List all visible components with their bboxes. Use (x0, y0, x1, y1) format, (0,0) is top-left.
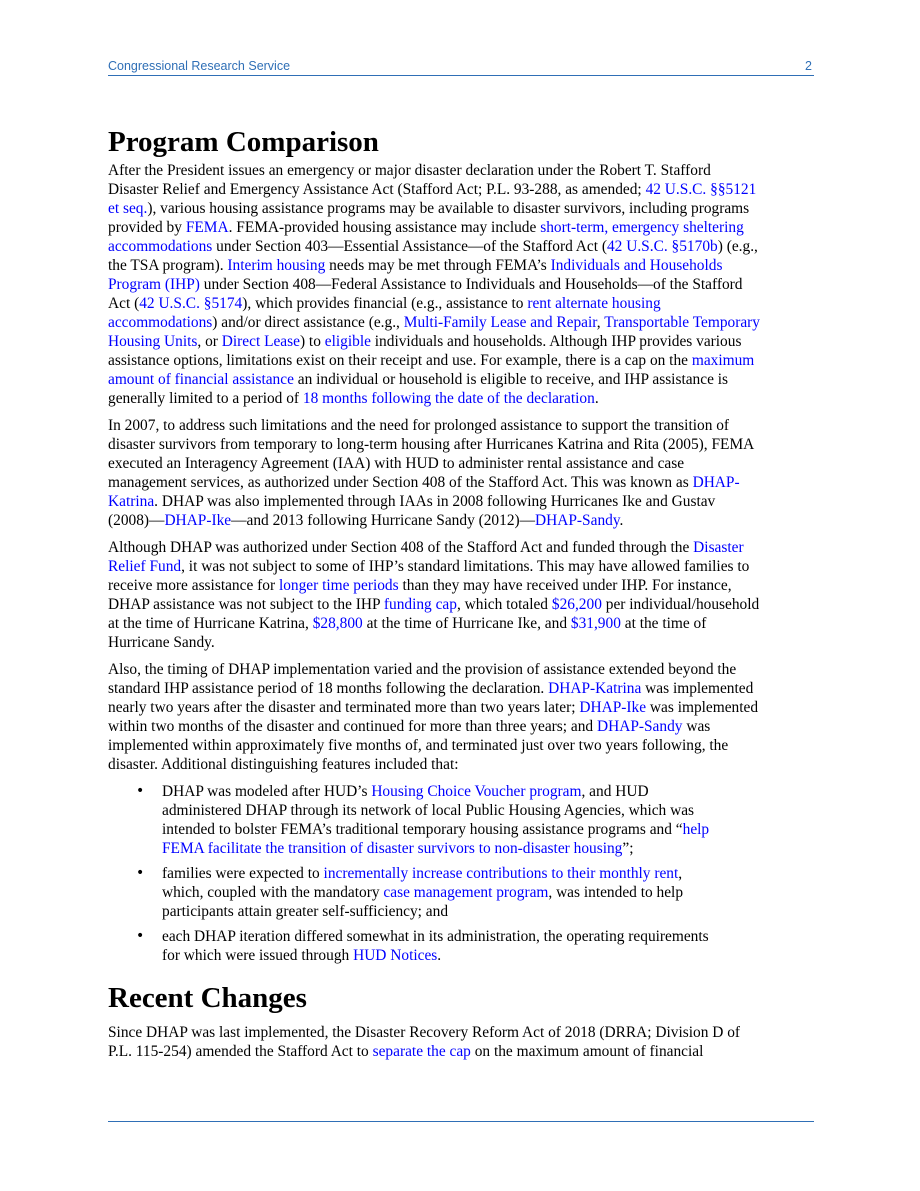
paragraph-5: Since DHAP was last implemented, the Disaster Recovery Reform Act of 2018 (DRRA; Division D of P.L. 115-254) amended the Stafford Act to separate the cap on the maximum amount of financial (108, 1024, 741, 1060)
list-item: • each DHAP iteration differed somewhat in its administration, the operating requirements for which were issued through HUD Notices. (136, 927, 818, 965)
link-dhap-sandy[interactable]: DHAP-Sandy (535, 512, 620, 529)
link-disaster-relief-fund[interactable]: Disaster Relief Fund (108, 539, 744, 575)
paragraph-3: Although DHAP was authorized under Section 408 of the Stafford Act and funded through the Disaster Relief Fund, it was not subject to some of IHP’s standard limitations. This may have allowed families to receive more assistance for longer time periods than they may have received under IHP. For instance, DHAP assistance was not subject to the IHP funding cap, which totaled $26,200 per individual/household at the time of Hurricane Katrina, $28,800 at the time of Hurricane Ike, and $31,900 at the time of Hurricane Sandy. (108, 539, 760, 651)
link-separate-the-cap[interactable]: separate the cap (372, 1043, 471, 1060)
link-dhap-ike[interactable]: DHAP-Ike (164, 512, 232, 529)
link-longer-time-periods[interactable]: longer time periods (278, 577, 399, 594)
link-case-management[interactable]: case management program (383, 884, 549, 901)
paragraph-4: Also, the timing of DHAP implementation varied and the provision of assistance extended beyond the standard IHP assistance period of 18 months following the declaration. DHAP-Katrina was implemented nearly two years after the disaster and terminated more than two years later; DHAP-Ike was implemented within two months of the disaster and continued for more than three years; and DHAP-Sandy was implemented within approximately five months of, and terminated just over two years following, the disaster. Additional distinguishing features included that: (108, 661, 759, 773)
link-42usc-5170b[interactable]: 42 U.S.C. §5170b (606, 238, 718, 255)
list-item: • families were expected to incrementally increase contributions to their monthly rent, which, coupled with the mandatory case management program, was intended to help participants attain greater self-sufficiency; and (136, 864, 818, 921)
link-help-fema-transition[interactable]: help FEMA facilitate the transition of disaster survivors to non-disaster housing (162, 821, 710, 857)
link-fema[interactable]: FEMA (185, 219, 229, 236)
link-ihp[interactable]: Individuals and Households Program (IHP) (108, 257, 723, 293)
paragraph-1: After the President issues an emergency or major disaster declaration under the Robert T. Stafford Disaster Relief and Emergency Assistance Act (Stafford Act; P.L. 93-288, as amended; 42 U.S.C. §§5121 et seq.), various housing assistance programs may be available to disaster survivors, including programs provided by FEMA. FEMA-provided housing assistance may include short-term, emergency sheltering accommodations under Section 403—Essential Assistance—of the Stafford Act (42 U.S.C. §5170b) (e.g., the TSA program). Interim housing needs may be met through FEMA’s Individuals and Households Program (IHP) under Section 408—Federal Assistance to Individuals and Households—of the Stafford Act (42 U.S.C. §5174), which provides financial (e.g., assistance to rent alternate housing accommodations) and/or direct assistance (e.g., Multi-Family Lease and Repair, Transportable Temporary Housing Units, or Direct Lease) to eligible individuals and households. Although IHP provides various assistance options, limitations exist on their receipt and use. For example, there is a cap on the maximum amount of financial assistance an individual or household is eligible to receive, and IHP assistance is generally limited to a period of 18 months following the date of the declaration. (108, 162, 760, 407)
link-hud-notices[interactable]: HUD Notices (353, 947, 438, 964)
link-26200[interactable]: $26,200 (551, 596, 602, 613)
link-interim-housing[interactable]: Interim housing (227, 257, 326, 274)
link-rent-alternate-housing[interactable]: rent alternate housing accommodations (108, 295, 661, 331)
link-multi-family-lease[interactable]: Multi-Family Lease and Repair (403, 314, 597, 331)
list-item: • DHAP was modeled after HUD’s Housing Choice Voucher program, and HUD administered DHAP through its network of local Public Housing Agencies, which was intended to bolster FEMA’s traditional temporary housing assistance programs and “help FEMA facilitate the transition of disaster survivors to non-disaster housing”; (136, 782, 818, 858)
link-short-term-sheltering[interactable]: short-term, emergency sheltering accommodations (108, 219, 744, 255)
page-number: 2 (805, 59, 812, 73)
features-list (108, 782, 818, 965)
link-28800[interactable]: $28,800 (312, 615, 363, 632)
link-dhap-katrina-2[interactable]: DHAP-Katrina (548, 680, 642, 697)
link-dhap-katrina[interactable]: DHAP- Katrina (108, 474, 740, 510)
link-funding-cap[interactable]: funding cap (383, 596, 457, 613)
section-heading-recent-changes: Recent Changes (108, 982, 307, 1014)
link-dhap-ike-2[interactable]: DHAP-Ike (579, 699, 647, 716)
link-incremental-contributions[interactable]: incrementally increase contributions to their monthly rent (323, 865, 679, 882)
link-18-months[interactable]: 18 months following the date of the declaration (302, 390, 595, 407)
header-org: Congressional Research Service (108, 59, 291, 73)
link-42usc-5121[interactable]: 42 U.S.C. §§5121 et seq. (108, 181, 757, 217)
link-eligible[interactable]: eligible (324, 333, 371, 350)
page-header (108, 57, 814, 76)
section-heading-program-comparison: Program Comparison (108, 126, 379, 158)
link-42usc-5174[interactable]: 42 U.S.C. §5174 (139, 295, 243, 312)
link-maximum-assistance[interactable]: maximum amount of financial assistance (108, 352, 755, 388)
link-dhap-sandy-2[interactable]: DHAP-Sandy (596, 718, 683, 735)
link-transportable-housing[interactable]: Transportable Temporary Housing Units (108, 314, 760, 350)
link-31900[interactable]: $31,900 (570, 615, 621, 632)
link-direct-lease[interactable]: Direct Lease (221, 333, 300, 350)
footer-rule (108, 1121, 814, 1122)
link-housing-choice-voucher[interactable]: Housing Choice Voucher program (371, 783, 582, 800)
document-body (108, 123, 818, 1069)
paragraph-2: In 2007, to address such limitations and the need for prolonged assistance to support the transition of disaster survivors from temporary to long-term housing after Hurricanes Katrina and Rita (2005), FEMA executed an Interagency Agreement (IAA) with HUD to administer rental assistance and case management services, as authorized under Section 408 of the Stafford Act. This was known as DHAP- Katrina. DHAP was also implemented through IAAs in 2008 following Hurricanes Ike and Gustav (2008)—DHAP-Ike—and 2013 following Hurricane Sandy (2012)—DHAP-Sandy. (108, 417, 755, 529)
